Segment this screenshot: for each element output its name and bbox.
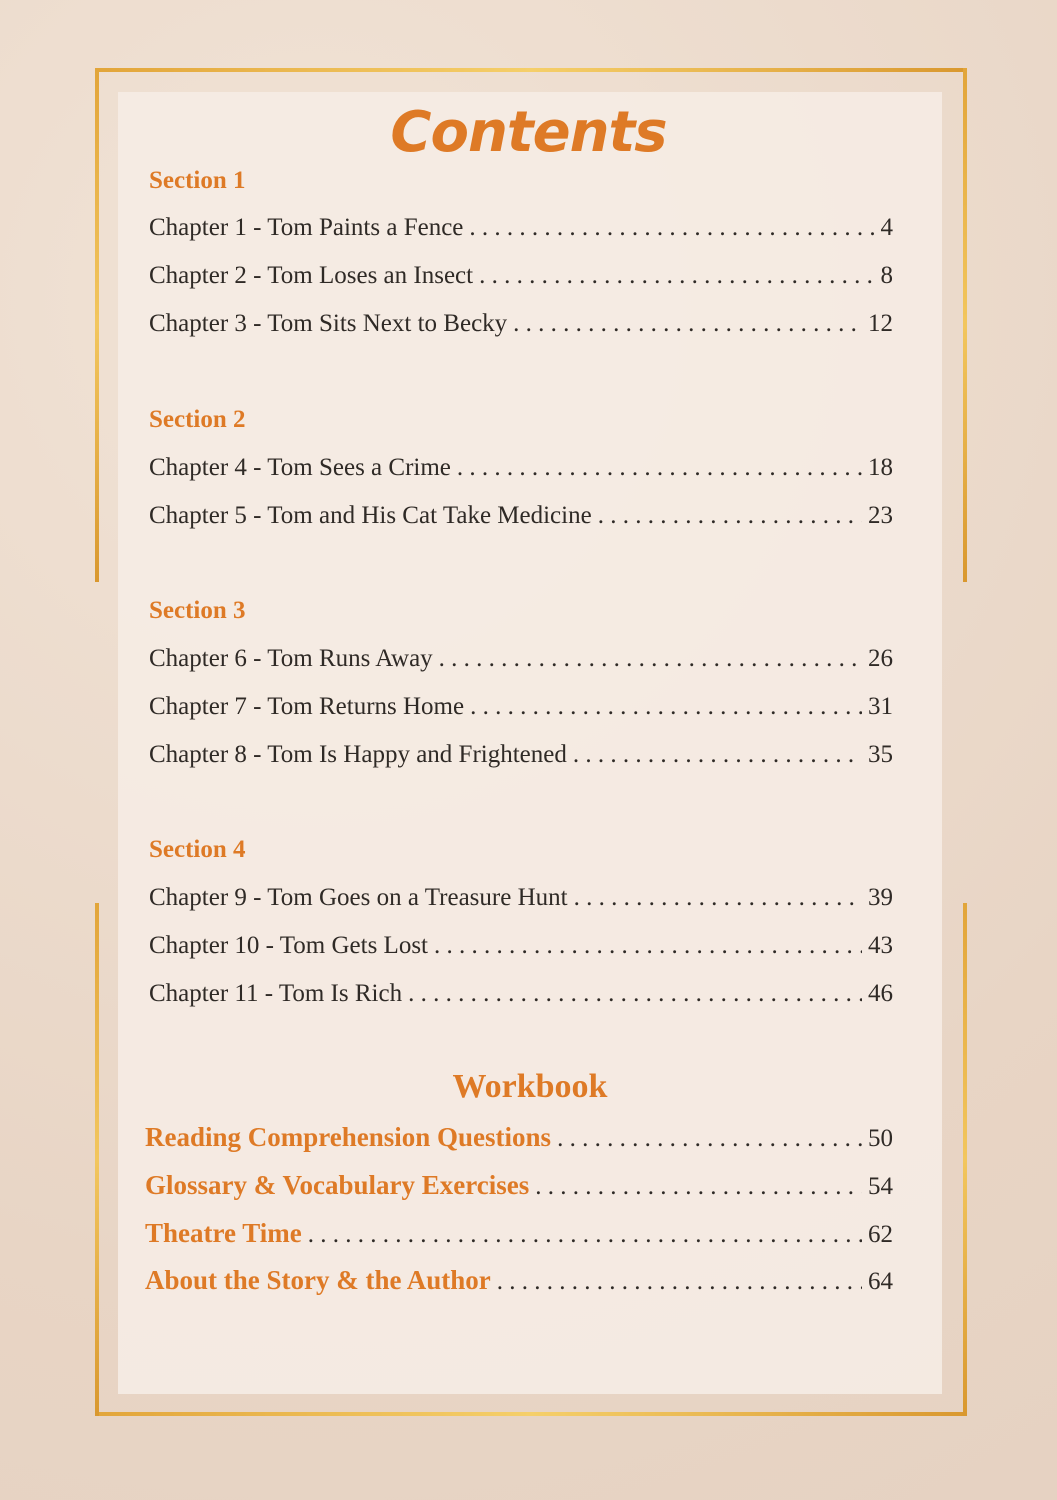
toc-entry[interactable]: [149, 741, 893, 769]
dot-leader: [479, 262, 874, 290]
frame-border-bottom: [95, 1412, 967, 1416]
workbook-title: About the Story & the Author: [145, 1265, 491, 1295]
workbook-title: Glossary & Vocabulary Exercises: [145, 1170, 530, 1200]
toc-entry[interactable]: [149, 310, 893, 338]
chapter-title: Chapter 11 - Tom Is Rich: [149, 980, 403, 1007]
page-title: [0, 100, 1057, 165]
page-number: 31: [868, 693, 893, 720]
workbook-title: Reading Comprehension Questions: [145, 1122, 552, 1152]
workbook-entry[interactable]: [145, 1170, 893, 1201]
page-number: 46: [868, 980, 893, 1007]
frame-border-top: [95, 68, 967, 72]
toc-entry[interactable]: [149, 454, 893, 482]
chapter-title: Chapter 6 - Tom Runs Away: [149, 645, 433, 672]
toc-entry[interactable]: [149, 693, 893, 721]
chapter-title: Chapter 1 - Tom Paints a Fence: [149, 214, 464, 241]
toc-entry[interactable]: [149, 214, 893, 242]
chapter-title: Chapter 7 - Tom Returns Home: [149, 693, 465, 720]
dot-leader: [557, 1125, 862, 1153]
dot-leader: [469, 214, 874, 242]
page-number: 39: [868, 884, 893, 911]
page-number: 4: [880, 214, 893, 241]
chapter-title: Chapter 4 - Tom Sees a Crime: [149, 454, 451, 481]
dot-leader: [574, 884, 862, 912]
toc-entry[interactable]: [149, 262, 893, 290]
section-heading: Section 2: [149, 406, 246, 433]
workbook-entry[interactable]: [145, 1122, 893, 1153]
section-heading: Section 1: [149, 167, 246, 194]
chapter-title: Chapter 9 - Tom Goes on a Treasure Hunt: [149, 884, 568, 911]
dot-leader: [308, 1221, 862, 1249]
workbook-entry[interactable]: [145, 1218, 893, 1249]
dot-leader: [470, 693, 862, 721]
frame-border-left-bottom: [95, 903, 99, 1416]
page-number: 50: [868, 1125, 893, 1152]
page-number: 12: [868, 310, 893, 337]
chapter-title: Chapter 3 - Tom Sits Next to Becky: [149, 310, 508, 337]
page-number: 43: [868, 932, 893, 959]
dot-leader: [439, 645, 862, 673]
dot-leader: [408, 980, 862, 1008]
dot-leader: [513, 310, 862, 338]
page-number: 18: [868, 454, 893, 481]
dot-leader: [535, 1173, 862, 1201]
toc-entry[interactable]: [149, 502, 893, 530]
dot-leader: [497, 1268, 862, 1296]
section-heading: Section 4: [149, 836, 246, 863]
workbook-title: Theatre Time: [145, 1218, 302, 1248]
chapter-title: Chapter 5 - Tom and His Cat Take Medicine: [149, 502, 592, 529]
chapter-title: Chapter 10 - Tom Gets Lost: [149, 932, 429, 959]
frame-border-right-bottom: [963, 903, 967, 1416]
chapter-title: Chapter 2 - Tom Loses an Insect: [149, 262, 474, 289]
chapter-title: Chapter 8 - Tom Is Happy and Frightened: [149, 741, 567, 768]
workbook-heading: Workbook: [452, 1068, 608, 1105]
dot-leader: [598, 502, 862, 530]
toc-entry[interactable]: [149, 645, 893, 673]
page-number: 23: [868, 502, 893, 529]
toc-entry[interactable]: [149, 884, 893, 912]
toc-entry[interactable]: [149, 932, 893, 960]
dot-leader: [434, 932, 862, 960]
page-number: 62: [868, 1221, 893, 1248]
page-number: 64: [868, 1268, 893, 1295]
dot-leader: [573, 741, 862, 769]
dot-leader: [457, 454, 862, 482]
page-number: 35: [868, 741, 893, 768]
section-heading: Section 3: [149, 597, 246, 624]
page-title-text: Contents: [390, 100, 667, 165]
page-number: 54: [868, 1173, 893, 1200]
toc-entry[interactable]: [149, 980, 893, 1008]
page-number: 26: [868, 645, 893, 672]
workbook-entry[interactable]: [145, 1265, 893, 1296]
page-number: 8: [880, 262, 893, 289]
